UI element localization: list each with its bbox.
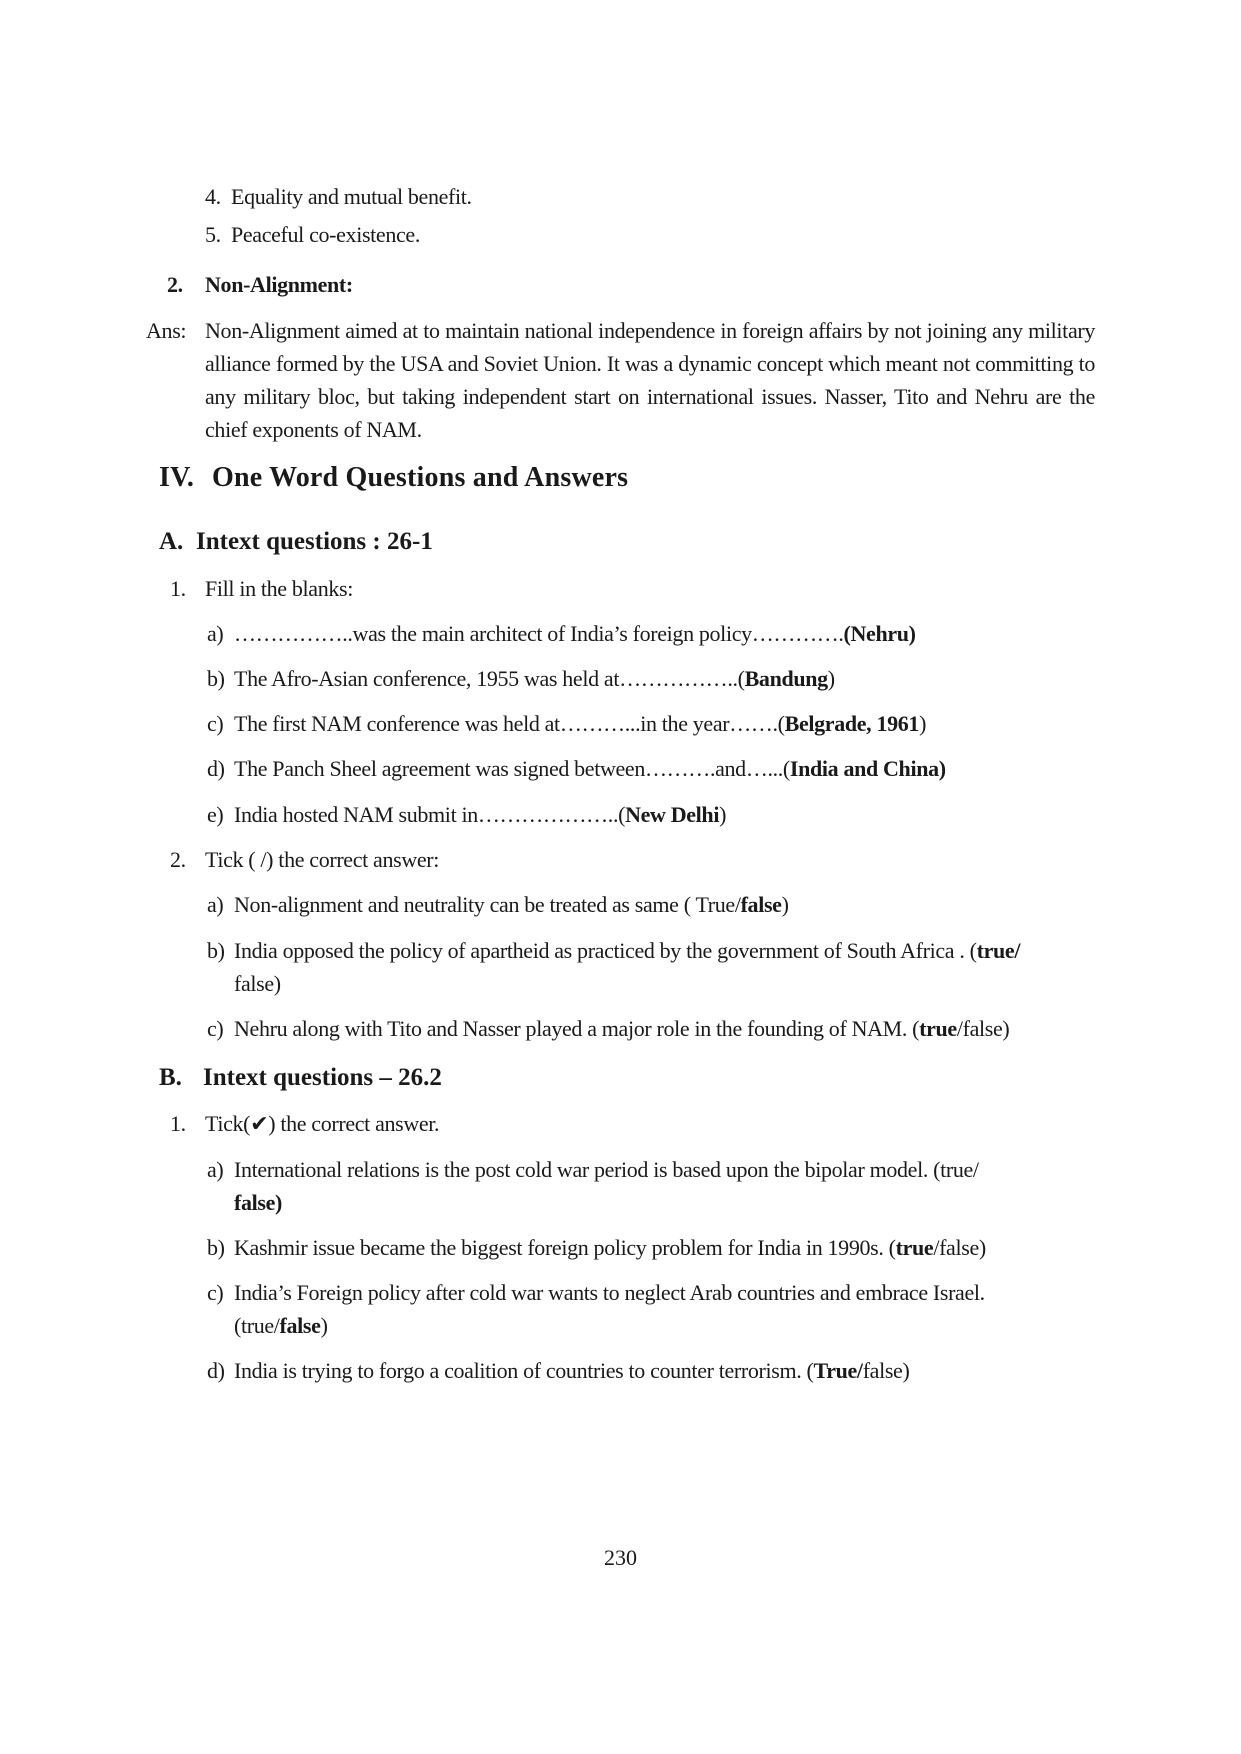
question: 1. Tick(✔) the correct answer. (170, 1111, 440, 1136)
fill-blank-item: a) ……………..was the main architect of India’s foreign policy………….(Nehru) (207, 621, 916, 646)
section-heading: IV. One Word Questions and Answers (159, 462, 629, 493)
list-item: 5. Peaceful co-existence. (205, 222, 420, 247)
true-false-item: a) Non-alignment and neutrality can be treated as same ( True/false) (207, 892, 789, 917)
fill-blank-item: d) The Panch Sheel agreement was signed between……….and…...(India and China) (207, 756, 946, 781)
answer: New Delhi (625, 802, 720, 827)
answer: true (919, 1016, 957, 1041)
true-false-item: b) Kashmir issue became the biggest foreign policy problem for India in 1990s. (true/false) (207, 1235, 986, 1260)
fill-blank-item: b) The Afro-Asian conference, 1955 was held at……………..(Bandung) (207, 666, 835, 691)
answer: India and China) (789, 756, 946, 781)
answer: false (740, 892, 782, 917)
answer: true/ (976, 938, 1021, 963)
list-item: 4. Equality and mutual benefit. (205, 184, 472, 209)
answer: (Nehru) (843, 621, 916, 646)
answer: false (279, 1313, 321, 1338)
answer: true (895, 1235, 934, 1260)
page-number: 230 (604, 1545, 637, 1570)
answer: Bandung (744, 666, 828, 691)
answer-text: Non-Alignment aimed at to maintain national independence in foreign affairs by not joining any military alliance formed by the USA and Soviet Union. It was a dynamic concept which meant not committing to any military bloc, but taking independent start on international issues. Nasser, Tito and Nehru are the chief exponents of NAM. (205, 318, 1095, 442)
subsection-heading: B. Intext questions – 26.2 (159, 1064, 442, 1091)
answer: false) (234, 1190, 282, 1215)
question-heading: 2. Non-Alignment: (167, 272, 353, 297)
true-false-item: b) India opposed the policy of apartheid as practiced by the government of South Africa . (true/ (207, 938, 1021, 963)
answer-label: Ans: (146, 318, 187, 343)
true-false-item: a) International relations is the post cold war period is based upon the bipolar model. (true/ (207, 1157, 979, 1182)
question: 2. Tick ( /) the correct answer: (170, 847, 440, 872)
answer: Belgrade, 1961 (784, 711, 920, 736)
true-false-item: c) India’s Foreign policy after cold war wants to neglect Arab countries and embrace Israel. (207, 1280, 985, 1305)
answer: True/ (813, 1358, 863, 1383)
true-false-item: d) India is trying to forgo a coalition of countries to counter terrorism. (True/false) (207, 1358, 910, 1383)
question: 1. Fill in the blanks: (170, 576, 353, 601)
true-false-item: c) Nehru along with Tito and Nasser played a major role in the founding of NAM. (true/false) (207, 1016, 1010, 1041)
fill-blank-item: c) The first NAM conference was held at………...in the year…….(Belgrade, 1961) (207, 711, 927, 736)
subsection-heading: A. Intext questions : 26-1 (159, 528, 433, 555)
fill-blank-item: e) India hosted NAM submit in………………..(New Delhi) (207, 802, 727, 827)
true-false-continuation: (true/false) (234, 1313, 328, 1338)
true-false-continuation: false) (234, 971, 281, 996)
